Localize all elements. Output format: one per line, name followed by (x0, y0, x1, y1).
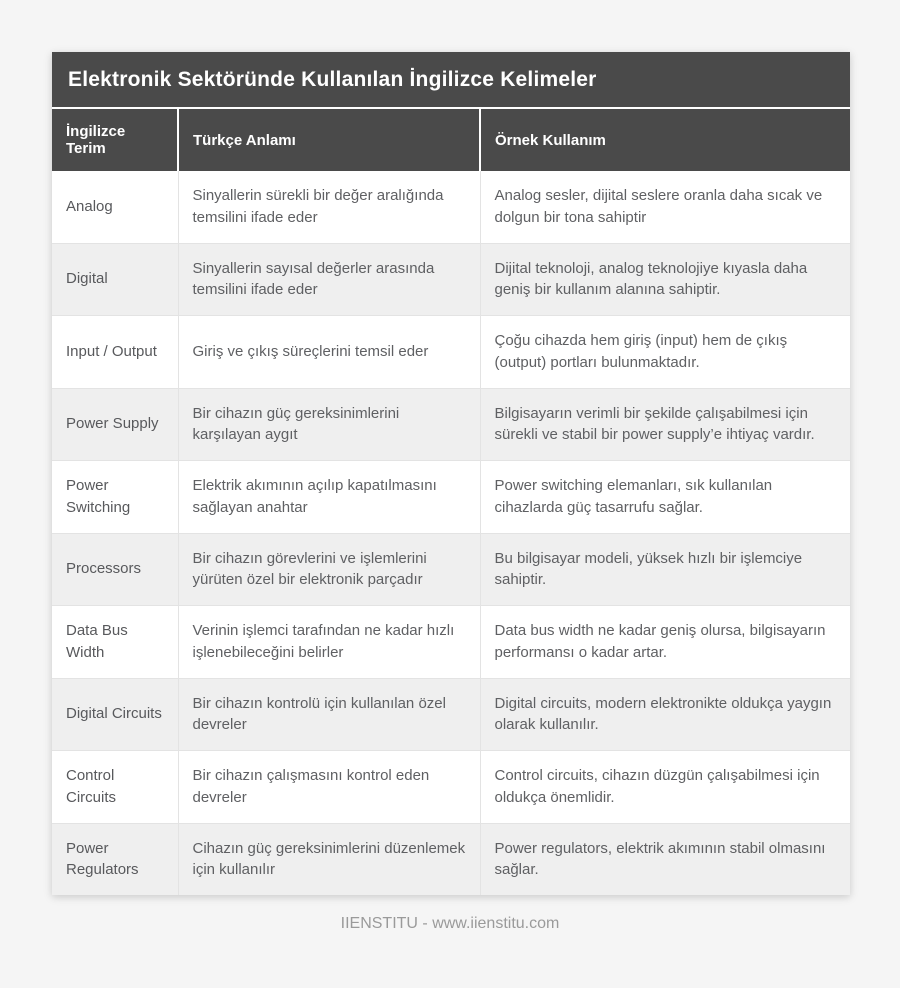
cell-meaning: Elektrik akımının açılıp kapatılmasını sağlayan anahtar (178, 461, 480, 534)
cell-meaning: Bir cihazın görevlerini ve işlemlerini yürüten özel bir elektronik parçadır (178, 533, 480, 606)
cell-example: Digital circuits, modern elektronikte oldukça yaygın olarak kullanılır. (480, 678, 850, 751)
cell-meaning: Sinyallerin sürekli bir değer aralığında temsilini ifade eder (178, 171, 480, 243)
cell-meaning: Giriş ve çıkış süreçlerini temsil eder (178, 316, 480, 389)
table-row (52, 678, 850, 751)
page-title: Elektronik Sektöründe Kullanılan İngilizce Kelimeler (52, 52, 850, 109)
table-row (52, 533, 850, 606)
cell-example: Bilgisayarın verimli bir şekilde çalışabilmesi için sürekli ve stabil bir power supply’e ihtiyaç vardır. (480, 388, 850, 461)
table-row (52, 171, 850, 243)
cell-example: Analog sesler, dijital seslere oranla daha sıcak ve dolgun bir tona sahiptir (480, 171, 850, 243)
cell-meaning: Verinin işlemci tarafından ne kadar hızlı işlenebileceğini belirler (178, 606, 480, 679)
table-row (52, 461, 850, 534)
cell-meaning: Bir cihazın çalışmasını kontrol eden devreler (178, 751, 480, 824)
cell-term: Processors (52, 533, 178, 606)
table-row (52, 606, 850, 679)
cell-example: Power switching elemanları, sık kullanılan cihazlarda güç tasarrufu sağlar. (480, 461, 850, 534)
cell-term: Control Circuits (52, 751, 178, 824)
cell-term: Data Bus Width (52, 606, 178, 679)
table-header (52, 109, 850, 171)
cell-meaning: Bir cihazın kontrolü için kullanılan özel devreler (178, 678, 480, 751)
cell-term: Analog (66, 197, 113, 215)
vocabulary-table-card (52, 52, 850, 895)
cell-example: Data bus width ne kadar geniş olursa, bilgisayarın performansı o kadar artar. (480, 606, 850, 679)
cell-example: Bu bilgisayar modeli, yüksek hızlı bir işlemciye sahiptir. (480, 533, 850, 606)
cell-term: Digital Circuits (52, 678, 178, 751)
footer-branding: IIENSTITU - www.iienstitu.com (340, 915, 560, 932)
cell-example: Power regulators, elektrik akımının stabil olmasını sağlar. (480, 823, 850, 895)
vocabulary-table (52, 109, 850, 895)
table-row (52, 243, 850, 316)
column-header-example-usage: Örnek Kullanım (480, 109, 850, 171)
cell-meaning: Sinyallerin sayısal değerler arasında temsilini ifade eder (178, 243, 480, 316)
table-row (52, 823, 850, 895)
table-row (52, 751, 850, 824)
cell-meaning: Cihazın güç gereksinimlerini düzenlemek için kullanılır (178, 823, 480, 895)
cell-term: Digital (52, 243, 178, 316)
column-header-turkish-meaning: Türkçe Anlamı (178, 109, 480, 171)
table-row (52, 316, 850, 389)
cell-term: Power Switching (52, 461, 178, 534)
cell-meaning: Bir cihazın güç gereksinimlerini karşılayan aygıt (178, 388, 480, 461)
cell-example: Çoğu cihazda hem giriş (input) hem de çıkış (output) portları bulunmaktadır. (480, 316, 850, 389)
cell-term: Input / Output (52, 316, 178, 389)
cell-example: Control circuits, cihazın düzgün çalışabilmesi için oldukça önemlidir. (480, 751, 850, 824)
table-body (52, 171, 850, 895)
column-header-english-term: İngilizce Terim (52, 109, 178, 171)
cell-term: Power Regulators (52, 823, 178, 895)
cell-term: Power Supply (52, 388, 178, 461)
cell-example: Dijital teknoloji, analog teknolojiye kıyasla daha geniş bir kullanım alanına sahiptir. (480, 243, 850, 316)
table-row (52, 388, 850, 461)
